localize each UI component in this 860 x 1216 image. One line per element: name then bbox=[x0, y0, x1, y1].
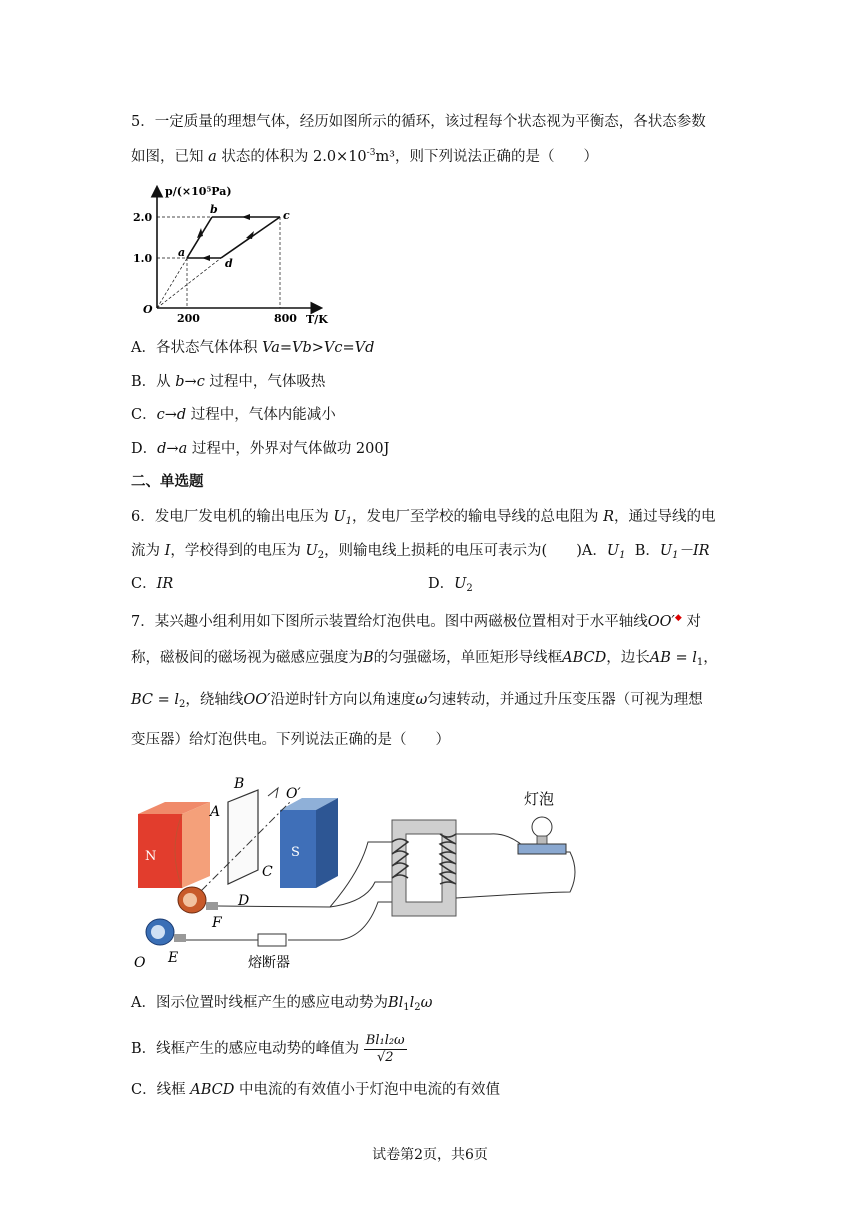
label-B: B bbox=[234, 776, 245, 792]
x-axis-label: T/K bbox=[306, 313, 328, 325]
q5-line2: 如图，已知 a 状态的体积为 $2.0\times 10^{-3}m^3$，则下列说法正确的是（ ） bbox=[131, 148, 598, 165]
q6-option-d: D．$U_2$ bbox=[428, 576, 473, 594]
point-a: a bbox=[178, 246, 186, 259]
label-E: E bbox=[168, 950, 179, 966]
fuse-icon bbox=[258, 934, 286, 946]
label-O-prime: O′ bbox=[286, 786, 301, 802]
peak-emf-fraction: $\frac{\text{Bl₁l₂ω}}{√2}$ bbox=[365, 1032, 405, 1065]
q7-line3: BC = $l_2$，绕轴线OO′沿逆时针方向以角速度ω匀速转动，并通过升压变压器（可视为理想 bbox=[131, 692, 703, 710]
label-O: O bbox=[134, 955, 146, 971]
q6-line1: 6．发电厂发电机的输出电压为 $U_1$，发电厂至学校的输电导线的总电阻为 R，通过导线的电 bbox=[131, 509, 716, 527]
y-axis-label: p/(×10⁵Pa) bbox=[165, 185, 232, 198]
label-A: A bbox=[210, 804, 221, 820]
origin-label: O bbox=[143, 303, 153, 316]
point-c: c bbox=[283, 209, 290, 222]
q7-option-c: C．线框 ABCD 中电流的有效值小于灯泡中电流的有效值 bbox=[131, 1082, 500, 1098]
x-tick-800: 800 bbox=[274, 312, 297, 325]
lamp-bulb-icon bbox=[532, 817, 552, 837]
north-pole-label: N bbox=[145, 849, 157, 864]
y-tick-2: 2.0 bbox=[133, 211, 153, 224]
fuse-label: 熔断器 bbox=[248, 955, 290, 971]
q5-option-a: A．各状态气体体积 Va=Vb>Vc=Vd bbox=[131, 340, 375, 356]
section-heading: 二、单选题 bbox=[131, 473, 204, 490]
x-tick-200: 200 bbox=[177, 312, 200, 325]
q5-line1: 5．一定质量的理想气体，经历如图所示的循环，该过程每个状态视为平衡态，各状态参数 bbox=[131, 114, 706, 130]
south-pole-label: S bbox=[291, 845, 300, 860]
pT-graph bbox=[130, 180, 330, 325]
page-footer: 试卷第2页，共6页 bbox=[372, 1147, 488, 1163]
q7-line2: 称，磁极间的磁场视为磁感应强度为B的匀强磁场，单匝矩形导线框ABCD，边长AB = $l_1$， bbox=[131, 650, 718, 668]
lamp-label: 灯泡 bbox=[524, 790, 555, 808]
lamp-base bbox=[518, 844, 566, 854]
point-b: b bbox=[210, 203, 218, 216]
q5-option-c: C．c→d 过程中，气体内能减小 bbox=[131, 407, 336, 423]
q7-line1: 7．某兴趣小组利用如下图所示装置给灯泡供电。图中两磁极位置相对于水平轴线OO′◆ 对 bbox=[131, 613, 701, 630]
q6-line2: 流为 I，学校得到的电压为 $U_2$，则输电线上损耗的电压可表示为( )A．$U_1$ B．$U_1-IR$ bbox=[131, 543, 710, 561]
q7-option-b: B．线框产生的感应电动势的峰值为 $\frac{\text{Bl₁l₂ω}}{√2}$ bbox=[131, 1032, 405, 1065]
generator-figure bbox=[130, 772, 580, 977]
q7-line4: 变压器）给灯泡供电。下列说法正确的是（ ） bbox=[131, 732, 450, 748]
label-D: D bbox=[238, 893, 250, 909]
q7-option-a: A．图示位置时线框产生的感应电动势为$Bl_1l_2\omega$ bbox=[131, 995, 433, 1013]
q6-option-c: C．IR bbox=[131, 576, 174, 592]
label-F: F bbox=[212, 915, 222, 931]
point-d: d bbox=[225, 257, 233, 270]
q5-option-d: D．d→a 过程中，外界对气体做功 200J bbox=[131, 441, 390, 457]
q5-option-b: B．从 b→c 过程中，气体吸热 bbox=[131, 374, 326, 390]
label-C: C bbox=[262, 864, 273, 880]
y-tick-1: 1.0 bbox=[133, 252, 153, 265]
